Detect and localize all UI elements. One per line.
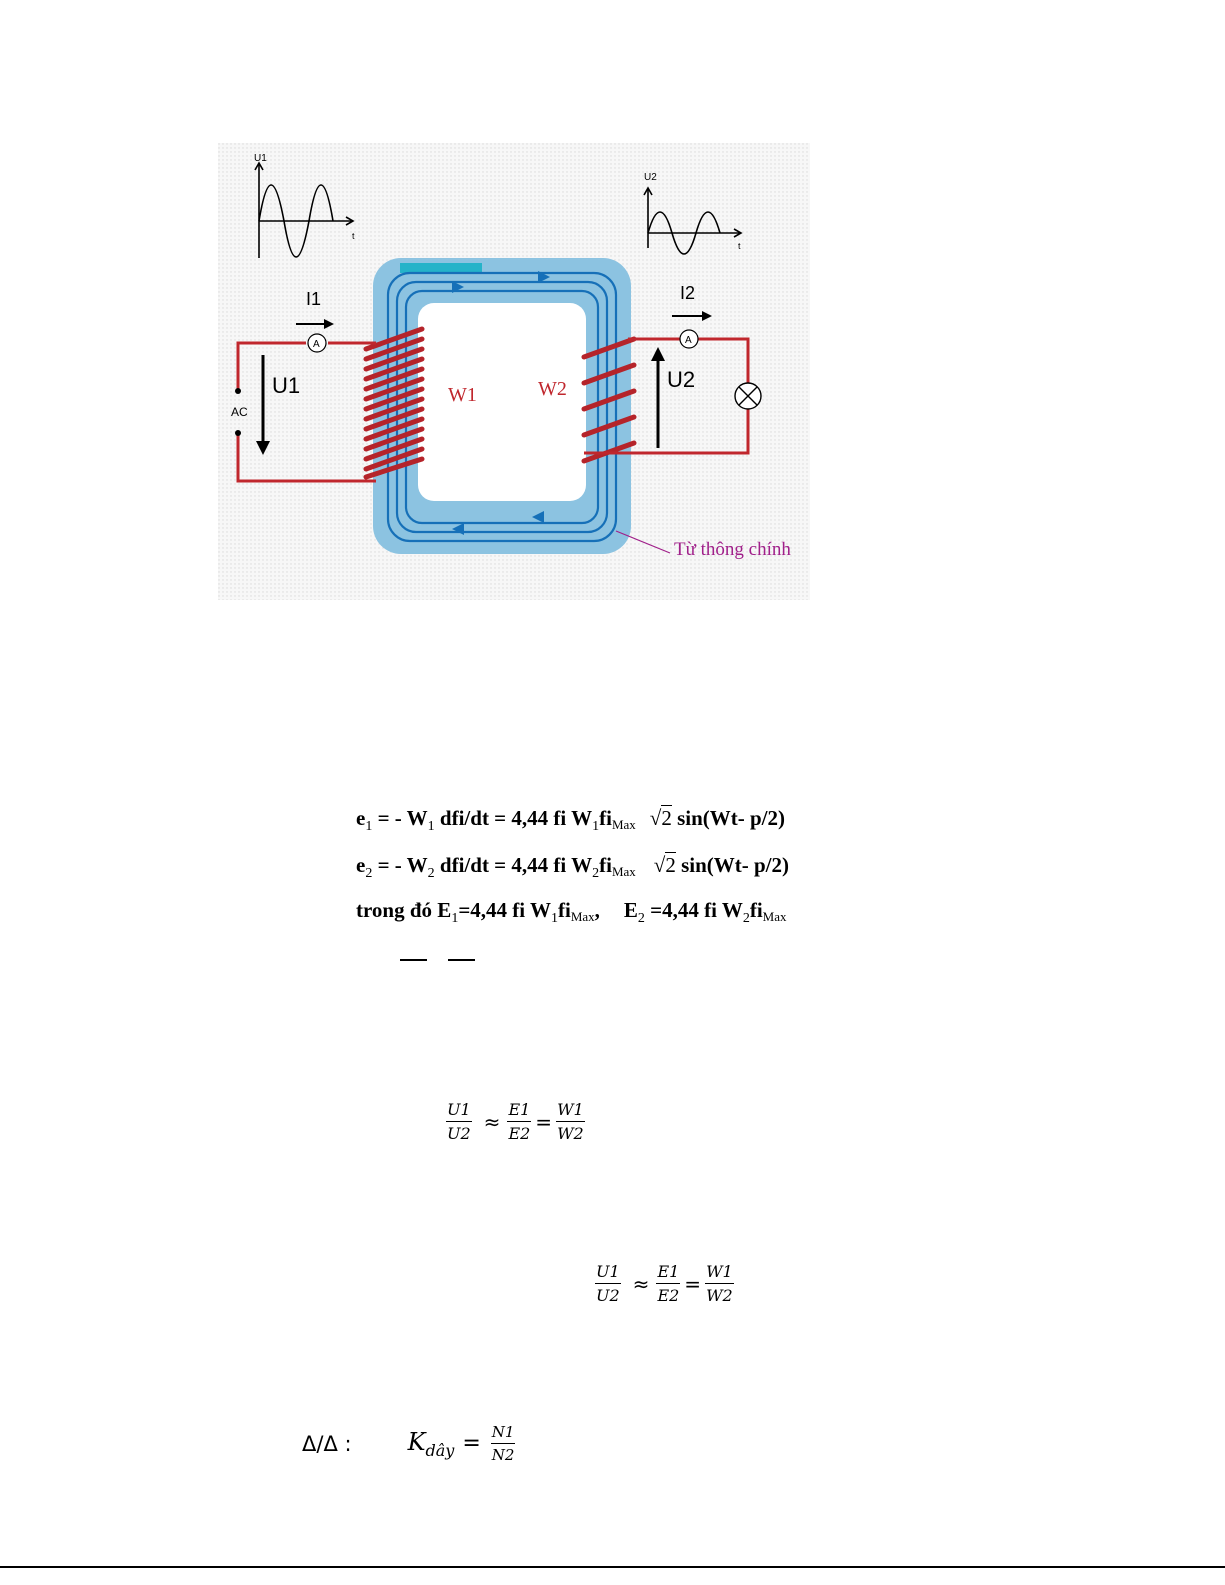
terminal-top (235, 388, 241, 394)
e1-w2-sub: 1 (592, 819, 600, 834)
equation-e2 (356, 855, 789, 881)
e2-eq: = - W (372, 853, 428, 877)
trong-e1-mid: =4,44 fi W (458, 898, 551, 922)
core-window (418, 303, 586, 501)
ratio1-w-frac: $\frac{W1}{W2}$ (557, 1100, 584, 1143)
core-label-bar (400, 263, 482, 273)
equation-e1 (356, 808, 785, 834)
e1-max: Max (611, 817, 636, 832)
ammeter-1 (308, 334, 326, 352)
e2-tail: sin(Wt- p/2) (675, 853, 789, 877)
lamp-icon (735, 383, 761, 409)
ratio1-u-frac: $\frac{U1}{U2}$ (447, 1100, 471, 1143)
u2-graph-label: U2 (644, 172, 657, 183)
e2-symbol: e (356, 853, 366, 877)
trong-comma: , (594, 898, 600, 922)
w2-label: W2 (538, 378, 567, 400)
e2-w2-sub: 2 (592, 866, 600, 881)
equation-trong-do (356, 900, 787, 926)
k-symbol: $K_{dây}$ (407, 1427, 455, 1460)
u2-label: U2 (667, 367, 696, 392)
kday-eq: = (462, 1431, 481, 1456)
fraction-dash-2 (448, 959, 475, 961)
u1-label: U1 (272, 373, 301, 398)
i1-label: I1 (306, 289, 322, 309)
e2-w-sub: 2 (427, 866, 435, 881)
e1-symbol: e (356, 806, 366, 830)
w1-label-box (447, 411, 489, 449)
ratio-formula-2 (593, 1262, 736, 1305)
e2-mid: dfi/dt = 4,44 fi W (434, 853, 593, 877)
u1-graph-t-label: t (352, 231, 355, 241)
terminal-bottom (235, 430, 241, 436)
trong-fi: fi (557, 898, 571, 922)
e1-w-sub: 1 (427, 819, 435, 834)
trong-e2-mid: =4,44 fi W (644, 898, 743, 922)
ratio2-e-frac: $\frac{E1}{E2}$ (657, 1262, 680, 1305)
e2-max: Max (611, 864, 636, 879)
u2-graph-t-label: t (738, 241, 741, 251)
ammeter-2 (680, 330, 698, 348)
trong-max2: Max (762, 909, 787, 924)
trong-max: Max (570, 909, 595, 924)
e1-fi: fi (599, 806, 612, 830)
trong-e2: E (623, 898, 638, 922)
ratio1-eq: = (535, 1109, 553, 1134)
i2-label: I2 (680, 283, 696, 303)
trong-fi2: fi (749, 898, 763, 922)
e1-mid: dfi/dt = 4,44 fi W (434, 806, 593, 830)
delta-label: Δ/Δ : (302, 1431, 352, 1456)
kday-formula (302, 1423, 517, 1464)
e2-fi: fi (599, 853, 612, 877)
ratio1-approx: ≈ (483, 1109, 501, 1134)
e1-sub: 1 (365, 819, 373, 834)
ratio2-eq: = (684, 1271, 702, 1296)
w1-label: W1 (448, 384, 477, 406)
e1-sqrt: √2 (649, 806, 672, 830)
e2-sub: 2 (365, 866, 373, 881)
trong-w1-sub: 1 (550, 911, 558, 926)
trong-e1-sub: 1 (451, 911, 459, 926)
transformer-diagram (218, 143, 810, 600)
ac-label: AC (231, 405, 248, 419)
fraction-dash-1 (400, 959, 427, 961)
page-bottom-rule (0, 1566, 1225, 1568)
ratio-formula-1 (444, 1100, 587, 1143)
e2-sqrt: √2 (653, 853, 676, 877)
kday-n-frac: $\frac{N1}{N2}$ (491, 1423, 515, 1464)
e1-eq: = - W (372, 806, 428, 830)
ratio1-e-frac: $\frac{E1}{E2}$ (508, 1100, 531, 1143)
ammeter-2-symbol: A (685, 335, 692, 346)
ratio2-u-frac: $\frac{U1}{U2}$ (596, 1262, 620, 1305)
trong-e2-sub: 2 (637, 911, 645, 926)
ratio2-approx: ≈ (632, 1271, 650, 1296)
ammeter-1-symbol: A (313, 339, 320, 350)
ratio2-w-frac: $\frac{W1}{W2}$ (706, 1262, 733, 1305)
w2-label-box (540, 403, 580, 433)
e1-tail: sin(Wt- p/2) (671, 806, 785, 830)
trong-w2-sub: 2 (742, 911, 750, 926)
flux-label: Từ thông chính (674, 539, 791, 560)
trong-prefix: trong đó E (356, 898, 452, 922)
u1-graph-label: U1 (254, 153, 267, 164)
